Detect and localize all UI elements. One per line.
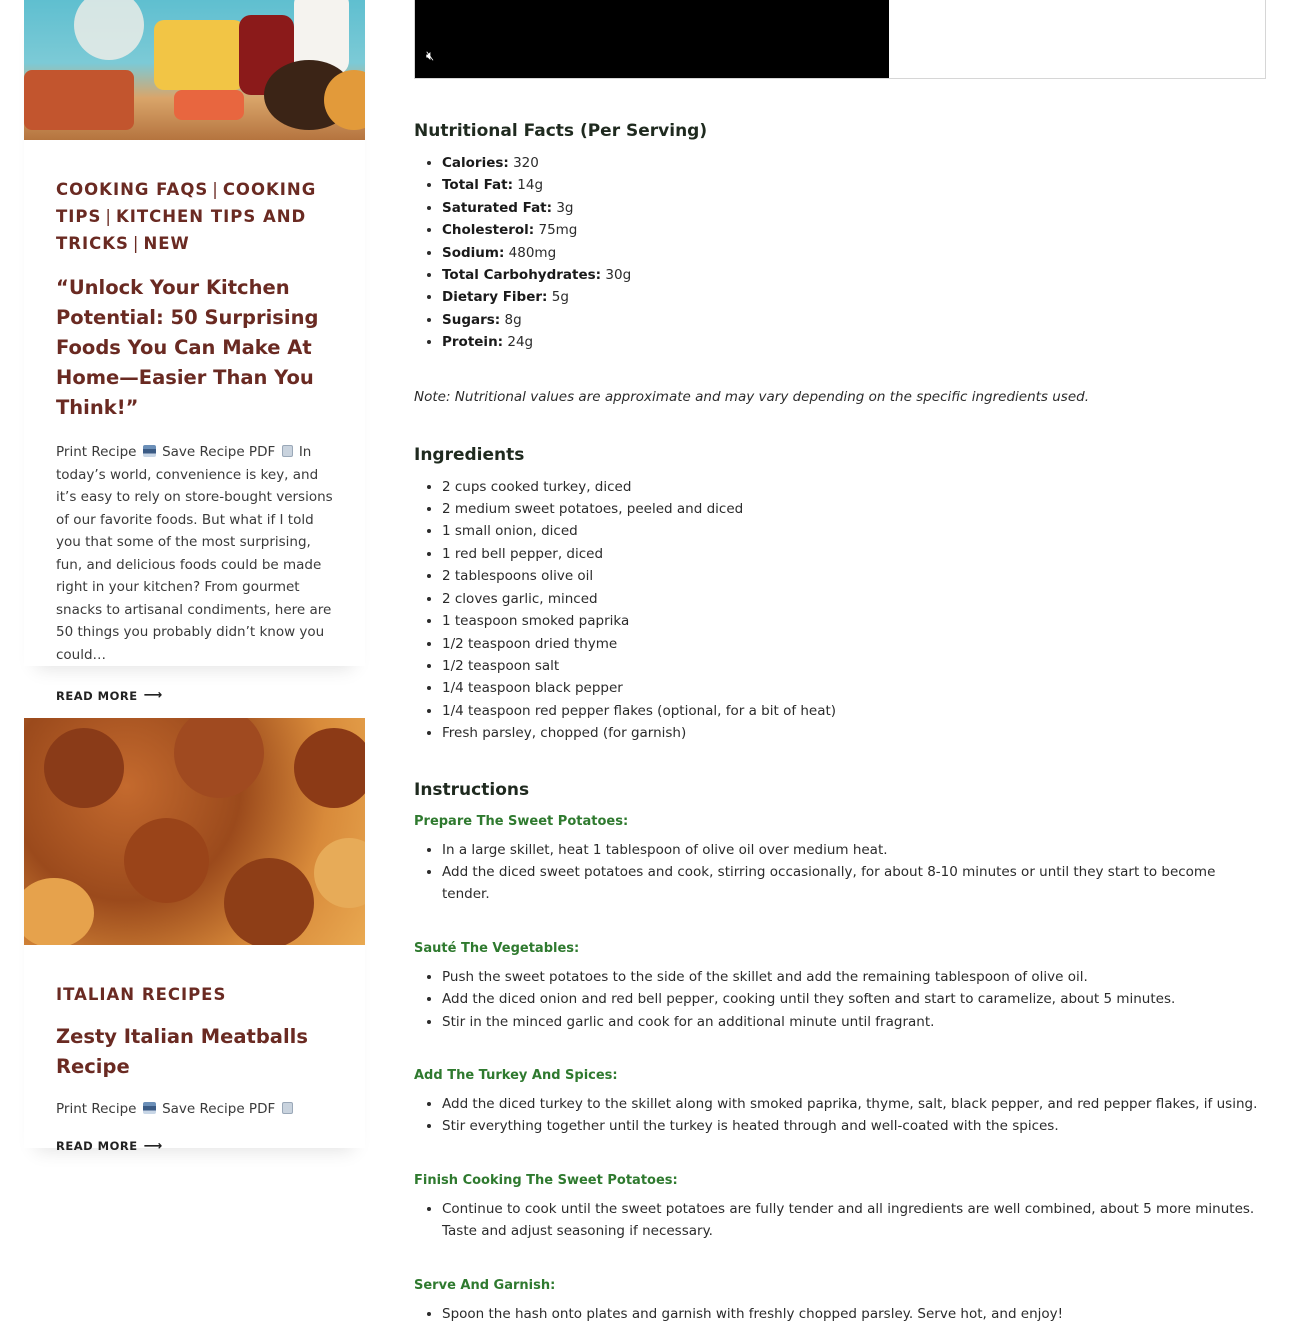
category-link-cooking-faqs[interactable]: COOKING FAQS xyxy=(56,180,209,199)
instruction-item: • In a large skillet, heat 1 tablespoon of olive oil over medium heat. xyxy=(442,839,1264,861)
ingredient-item: • 1/2 teaspoon salt xyxy=(442,655,1264,677)
instruction-item: • Stir everything together until the turkey is heated through and well-coated with the spices. xyxy=(442,1115,1264,1137)
read-more-link[interactable] xyxy=(56,1139,163,1154)
nutrition-label: Protein: xyxy=(442,334,504,351)
nutrition-value: 30g xyxy=(601,267,632,284)
printer-icon xyxy=(143,1102,156,1114)
post-excerpt xyxy=(56,1098,333,1121)
nutrition-item xyxy=(442,152,1264,174)
instruction-item: • Stir in the minced garlic and cook for an additional minute until fragrant. xyxy=(442,1011,1264,1033)
ingredient-item: • 2 cloves garlic, minced xyxy=(442,588,1264,610)
muted-speaker-icon[interactable]: 🔇︎ xyxy=(426,49,435,64)
instruction-item: • Spoon the hash onto plates and garnish with freshly chopped parsley. Serve hot, and enjoy! xyxy=(442,1303,1264,1324)
document-icon xyxy=(282,1102,293,1114)
nutrition-note: Note: Nutritional values are approximate and may vary depending on the specific ingredients used. xyxy=(414,388,1089,405)
read-more-link[interactable] xyxy=(56,688,163,703)
ingredient-item: • 1/2 teaspoon dried thyme xyxy=(442,633,1264,655)
post-categories xyxy=(56,981,333,1008)
nutrition-value: 5g xyxy=(547,289,569,306)
video-frame[interactable] xyxy=(415,0,889,78)
read-more-label: READ MORE xyxy=(56,688,138,703)
post-thumbnail-foods[interactable] xyxy=(24,0,365,140)
nutrition-item xyxy=(442,309,1264,331)
ingredient-item: • 2 cups cooked turkey, diced xyxy=(442,476,1264,498)
nutrition-value: 24g xyxy=(503,334,534,351)
ingredient-item: • 1 teaspoon smoked paprika xyxy=(442,610,1264,632)
nutrition-item xyxy=(442,264,1264,286)
nutrition-item xyxy=(442,219,1264,241)
category-link-kitchen-tips[interactable]: KITCHEN TIPS AND TRICKS xyxy=(56,207,307,253)
instructions-heading: Instructions xyxy=(414,779,530,800)
save-recipe-pdf-label: Save Recipe PDF xyxy=(162,1101,276,1117)
nutrition-item xyxy=(442,331,1264,353)
instruction-step xyxy=(414,938,1264,1033)
nutrition-heading: Nutritional Facts (Per Serving) xyxy=(414,121,708,141)
nutrition-item xyxy=(442,174,1264,196)
ingredients-heading: Ingredients xyxy=(414,444,525,465)
excerpt-text: In today’s world, convenience is key, and it’s easy to rely on store-bought versions of our favorite foods. But what if I told you that some of the most surprising, fun, and delicious foods could be made right in your kitchen? From gourmet snacks to artisanal condiments, here are 50 things you probably didn’t know you could… xyxy=(56,444,333,663)
instruction-step-title: Finish Cooking The Sweet Potatoes: xyxy=(414,1172,678,1188)
instruction-step-list xyxy=(414,966,1264,1033)
nutrition-value: 480mg xyxy=(504,244,557,261)
save-recipe-pdf-label: Save Recipe PDF xyxy=(162,444,276,460)
instruction-step xyxy=(414,1275,1264,1324)
recipe-content xyxy=(414,118,1264,1324)
instruction-step-list xyxy=(414,1198,1264,1243)
ingredient-item: • 2 tablespoons olive oil xyxy=(442,565,1264,587)
instruction-step xyxy=(414,1170,1264,1243)
instruction-step-title: Sauté The Vegetables: xyxy=(414,940,580,956)
print-recipe-label: Print Recipe xyxy=(56,444,137,460)
arrow-right-icon: ⟶ xyxy=(143,1138,163,1154)
instruction-step-title: Serve And Garnish: xyxy=(414,1277,556,1293)
nutrition-value: 75mg xyxy=(534,222,578,239)
category-link-new[interactable]: NEW xyxy=(143,234,190,253)
nutrition-value: 320 xyxy=(508,155,539,171)
post-card xyxy=(24,0,365,703)
video-player[interactable] xyxy=(414,0,1266,79)
instruction-step xyxy=(414,811,1264,906)
category-link-cooking-tips[interactable]: COOKING TIPS xyxy=(56,180,317,226)
nutrition-value: 3g xyxy=(552,199,574,216)
instruction-item: • Add the diced turkey to the skillet along with smoked paprika, thyme, salt, black pepper, and red pepper flakes, if using. xyxy=(442,1093,1264,1115)
instruction-step-list xyxy=(414,1093,1264,1138)
nutrition-label: Dietary Fiber: xyxy=(442,289,548,306)
nutrition-label: Total Fat: xyxy=(442,177,513,194)
category-link-italian-recipes[interactable]: ITALIAN RECIPES xyxy=(56,985,227,1004)
ingredient-item: • 1 red bell pepper, diced xyxy=(442,543,1264,565)
post-excerpt xyxy=(56,441,333,666)
nutrition-item xyxy=(442,242,1264,264)
instruction-item: • Add the diced onion and red bell pepper, cooking until they soften and start to caramelize, about 5 minutes. xyxy=(442,988,1264,1010)
instruction-step-title: Add The Turkey And Spices: xyxy=(414,1067,618,1083)
nutrition-value: 8g xyxy=(500,311,522,328)
printer-icon xyxy=(143,445,156,457)
instruction-item: • Add the diced sweet potatoes and cook, stirring occasionally, for about 8-10 minutes or until they start to become tender. xyxy=(442,861,1264,906)
ingredients-list xyxy=(414,476,1264,745)
document-icon xyxy=(282,445,293,457)
instructions-steps xyxy=(414,811,1264,1324)
post-title-link[interactable]: “Unlock Your Kitchen Potential: 50 Surprising Foods You Can Make At Home—Easier Than You Think!” xyxy=(56,276,319,419)
nutrition-label: Total Carbohydrates: xyxy=(442,267,602,284)
nutrition-item xyxy=(442,197,1264,219)
post-thumbnail-meatballs[interactable] xyxy=(24,718,365,945)
nutrition-label: Sugars: xyxy=(442,311,501,328)
instruction-item: • Continue to cook until the sweet potatoes are fully tender and all ingredients are well combined, about 5 more minutes. Taste and adjust seasoning if necessary. xyxy=(442,1198,1264,1243)
nutrition-value: 14g xyxy=(512,177,544,194)
ingredient-item: • 2 medium sweet potatoes, peeled and diced xyxy=(442,498,1264,520)
instruction-step-title: Prepare The Sweet Potatoes: xyxy=(414,813,629,829)
read-more-label: READ MORE xyxy=(56,1139,138,1153)
instruction-item: • Push the sweet potatoes to the side of the skillet and add the remaining tablespoon of olive oil. xyxy=(442,966,1264,988)
print-recipe-label: Print Recipe xyxy=(56,1101,137,1117)
nutrition-list xyxy=(414,152,1264,354)
ingredient-item: • 1 small onion, diced xyxy=(442,520,1264,542)
arrow-right-icon: ⟶ xyxy=(143,688,163,703)
instruction-step xyxy=(414,1065,1264,1138)
ingredient-item: • 1/4 teaspoon red pepper flakes (optional, for a bit of heat) xyxy=(442,700,1264,722)
nutrition-label: Calories: xyxy=(442,155,509,171)
post-card xyxy=(24,718,365,1154)
nutrition-item xyxy=(442,286,1264,308)
nutrition-label: Sodium: xyxy=(442,244,505,261)
nutrition-label: Cholesterol: xyxy=(442,222,535,239)
post-title-link[interactable]: Zesty Italian Meatballs Recipe xyxy=(56,1025,308,1078)
post-categories: COOKING FAQS | COOKING TIPS | KITCHEN TIPS AND TRICKS | NEW xyxy=(56,180,317,253)
instruction-step-list xyxy=(414,1303,1264,1324)
ingredient-item: • Fresh parsley, chopped (for garnish) xyxy=(442,722,1264,744)
ingredient-item: • 1/4 teaspoon black pepper xyxy=(442,677,1264,699)
instruction-step-list xyxy=(414,839,1264,906)
nutrition-label: Saturated Fat: xyxy=(442,199,553,216)
